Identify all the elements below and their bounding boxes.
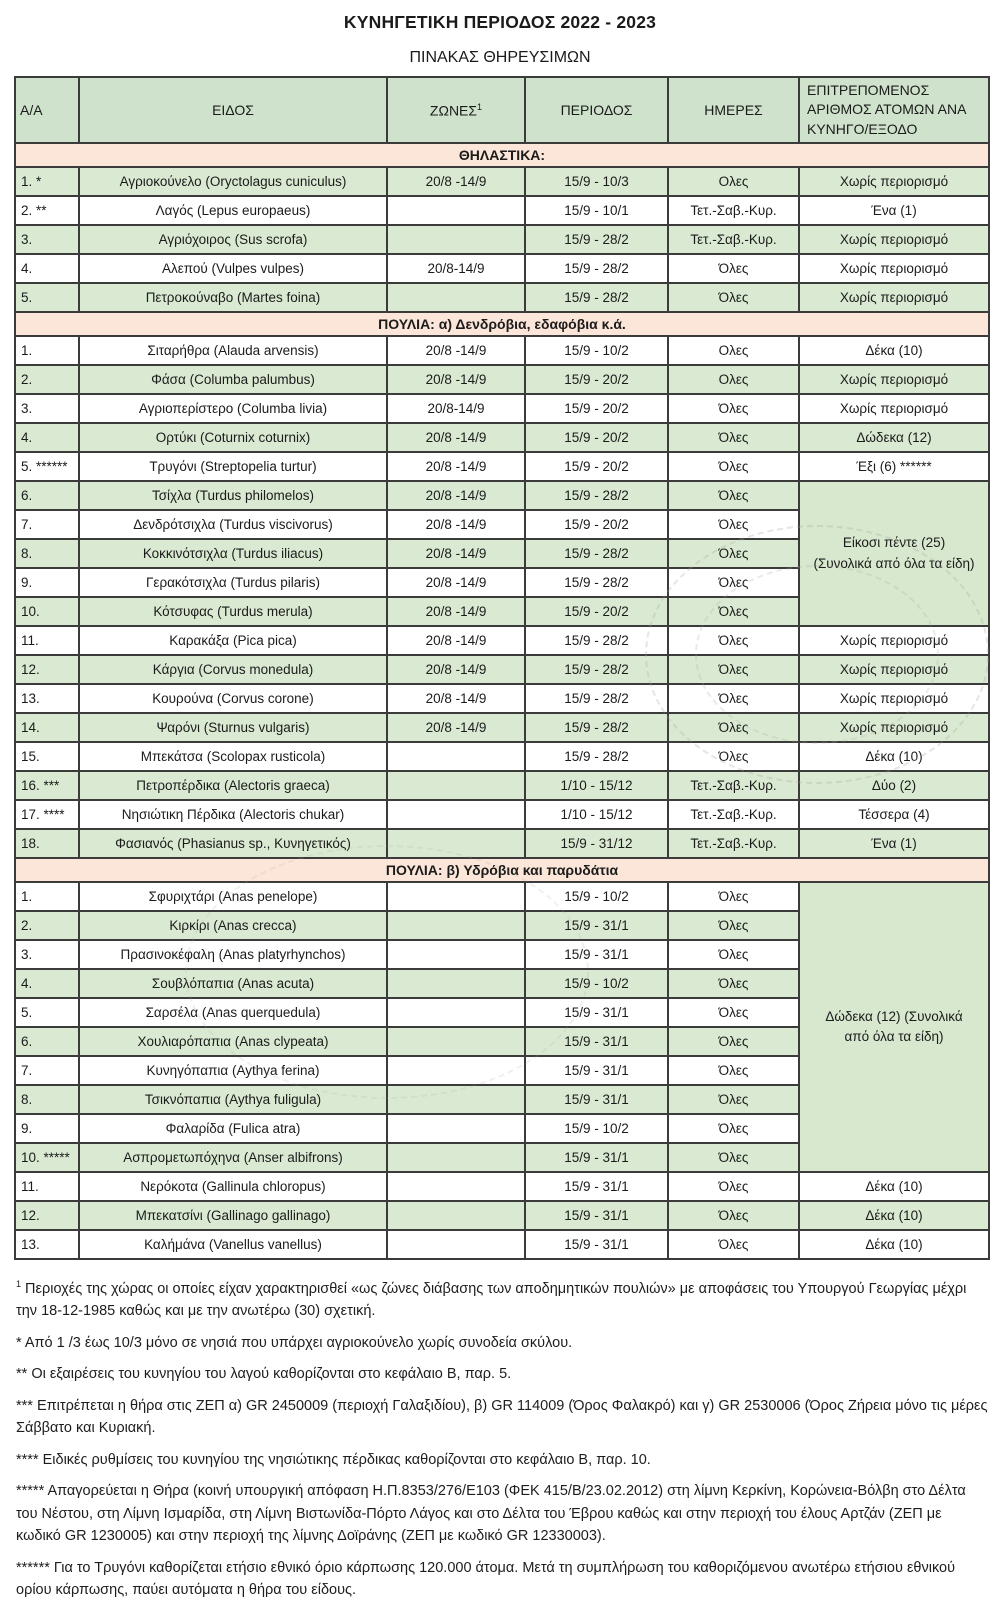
zones-cell: 20/8 -14/9 [387, 336, 525, 365]
species-row [15, 283, 989, 312]
limit-cell: Χωρίς περιορισμό [799, 626, 989, 655]
zones-cell: 20/8 -14/9 [387, 452, 525, 481]
days-cell: Όλες [668, 283, 799, 312]
limit-cell: Χωρίς περιορισμό [799, 167, 989, 196]
period-cell: 15/9 - 28/2 [525, 254, 668, 283]
species-cell: Μπεκατσίνι (Gallinago gallinago) [79, 1201, 387, 1230]
num-cell: 17. **** [15, 800, 79, 829]
period-cell: 15/9 - 28/2 [525, 742, 668, 771]
num-cell: 3. [15, 940, 79, 969]
species-cell: Σαρσέλα (Anas querquedula) [79, 998, 387, 1027]
zones-cell [387, 940, 525, 969]
species-row [15, 742, 989, 771]
days-cell: Όλες [668, 998, 799, 1027]
zones-cell: 20/8 -14/9 [387, 365, 525, 394]
num-cell: 18. [15, 829, 79, 858]
days-cell: Όλες [668, 1143, 799, 1172]
period-cell: 1/10 - 15/12 [525, 771, 668, 800]
num-cell: 10. [15, 597, 79, 626]
days-cell: Ολες [668, 167, 799, 196]
section-header: ΠΟΥΛΙΑ: α) Δενδρόβια, εδαφόβια κ.ά. [15, 312, 989, 336]
species-cell: Καρακάξα (Pica pica) [79, 626, 387, 655]
days-cell: Όλες [668, 254, 799, 283]
days-cell: Όλες [668, 452, 799, 481]
num-cell: 5. ****** [15, 452, 79, 481]
zones-cell [387, 882, 525, 911]
zones-cell [387, 196, 525, 225]
limit-cell: Δέκα (10) [799, 1172, 989, 1201]
period-cell: 15/9 - 28/2 [525, 626, 668, 655]
zones-cell: 20/8 -14/9 [387, 568, 525, 597]
days-cell: Όλες [668, 539, 799, 568]
num-cell: 2. [15, 911, 79, 940]
num-cell: 3. [15, 225, 79, 254]
limit-cell: Τέσσερα (4) [799, 800, 989, 829]
period-cell: 15/9 - 28/2 [525, 283, 668, 312]
period-cell: 15/9 - 28/2 [525, 655, 668, 684]
species-row [15, 1172, 989, 1201]
species-cell: Κότσυφας (Turdus merula) [79, 597, 387, 626]
table-header [15, 77, 989, 143]
days-cell: Όλες [668, 655, 799, 684]
days-cell: Όλες [668, 911, 799, 940]
period-cell: 15/9 - 20/2 [525, 423, 668, 452]
period-cell: 15/9 - 31/1 [525, 998, 668, 1027]
num-cell: 16. *** [15, 771, 79, 800]
footnote: ****** Για το Τρυγόνι καθορίζεται ετήσιο εθνικό όριο κάρπωσης 120.000 άτομα. Μετά τη συμπλήρωση του καθοριζόμενου ανωτέρω ετήσιου εθνικού ορίου κάρπωσης, παύει αυτόματα η θήρα του είδους. [16, 1559, 956, 1599]
species-row [15, 1201, 989, 1230]
num-cell: 4. [15, 254, 79, 283]
column-header-4: ΗΜΕΡΕΣ [668, 77, 799, 143]
species-cell: Λαγός (Lepus europaeus) [79, 196, 387, 225]
period-cell: 15/9 - 31/1 [525, 1172, 668, 1201]
species-row [15, 481, 989, 510]
num-cell: 11. [15, 626, 79, 655]
num-cell: 12. [15, 655, 79, 684]
zones-cell [387, 998, 525, 1027]
num-cell: 8. [15, 539, 79, 568]
zones-cell: 20/8 -14/9 [387, 684, 525, 713]
period-cell: 15/9 - 28/2 [525, 713, 668, 742]
zones-cell [387, 1027, 525, 1056]
days-cell: Όλες [668, 597, 799, 626]
days-cell: Όλες [668, 969, 799, 998]
period-cell: 15/9 - 31/12 [525, 829, 668, 858]
species-cell: Ψαρόνι (Sturnus vulgaris) [79, 713, 387, 742]
period-cell: 15/9 - 10/2 [525, 1114, 668, 1143]
num-cell: 13. [15, 684, 79, 713]
zones-cell [387, 1114, 525, 1143]
zones-cell [387, 1230, 525, 1259]
species-cell: Τσικνόπαπια (Aythya fuligula) [79, 1085, 387, 1114]
period-cell: 15/9 - 31/1 [525, 911, 668, 940]
period-cell: 15/9 - 31/1 [525, 940, 668, 969]
zones-cell [387, 969, 525, 998]
num-cell: 13. [15, 1230, 79, 1259]
num-cell: 7. [15, 510, 79, 539]
days-cell: Όλες [668, 394, 799, 423]
days-cell: Ολες [668, 365, 799, 394]
limit-cell: Χωρίς περιορισμό [799, 254, 989, 283]
zones-cell [387, 742, 525, 771]
footnote: *** Επιτρέπεται η θήρα στις ΖΕΠ α) GR 2450009 (περιοχή Γαλαξιδίου), β) GR 114009 (Όρος Φαλακρό) και γ) GR 2530006 (Όρος Ζήρεια μόνο τις μέρες Σάββατο και Κυριακή. [16, 1397, 988, 1437]
species-row [15, 423, 989, 452]
days-cell: Ολες [668, 336, 799, 365]
days-cell: Όλες [668, 626, 799, 655]
table-body [15, 143, 989, 1259]
species-cell: Αλεπού (Vulpes vulpes) [79, 254, 387, 283]
limit-cell: Δέκα (10) [799, 1230, 989, 1259]
days-cell: Τετ.-Σαβ.-Κυρ. [668, 225, 799, 254]
species-cell: Πρασινοκέφαλη (Anas platyrhynchos) [79, 940, 387, 969]
days-cell: Όλες [668, 1114, 799, 1143]
species-row [15, 713, 989, 742]
species-cell: Μπεκάτσα (Scolopax rusticola) [79, 742, 387, 771]
zones-cell [387, 1201, 525, 1230]
num-cell: 2. [15, 365, 79, 394]
section-header: ΘΗΛΑΣΤΙΚΑ: [15, 143, 989, 167]
period-cell: 15/9 - 20/2 [525, 597, 668, 626]
species-cell: Δενδρότσιχλα (Turdus viscivorus) [79, 510, 387, 539]
zones-cell: 20/8 -14/9 [387, 539, 525, 568]
species-cell: Καλήμάνα (Vanellus vanellus) [79, 1230, 387, 1259]
period-cell: 15/9 - 31/1 [525, 1230, 668, 1259]
days-cell: Όλες [668, 510, 799, 539]
limit-cell: Χωρίς περιορισμό [799, 713, 989, 742]
period-cell: 15/9 - 10/2 [525, 882, 668, 911]
column-header-1: ΕΙΔΟΣ [79, 77, 387, 143]
species-row [15, 800, 989, 829]
days-cell: Τετ.-Σαβ.-Κυρ. [668, 771, 799, 800]
limit-cell: Χωρίς περιορισμό [799, 283, 989, 312]
period-cell: 15/9 - 10/2 [525, 336, 668, 365]
num-cell: 11. [15, 1172, 79, 1201]
zones-cell [387, 1172, 525, 1201]
footnote: ** Οι εξαιρέσεις του κυνηγίου του λαγού καθορίζονται στο κεφάλαιο Β, παρ. 5. [16, 1366, 512, 1383]
footnote: **** Ειδικές ρυθμίσεις του κυνηγίου της νησιώτικης πέρδικας καθορίζονται στο κεφάλαιο Β, παρ. 10. [16, 1451, 651, 1468]
num-cell: 8. [15, 1085, 79, 1114]
period-cell: 15/9 - 20/2 [525, 365, 668, 394]
species-cell: Νερόκοτα (Gallinula chloropus) [79, 1172, 387, 1201]
num-cell: 9. [15, 1114, 79, 1143]
species-cell: Γερακότσιχλα (Turdus pilaris) [79, 568, 387, 597]
num-cell: 1. * [15, 167, 79, 196]
period-cell: 15/9 - 31/1 [525, 1056, 668, 1085]
zones-cell: 20/8 -14/9 [387, 597, 525, 626]
num-cell: 15. [15, 742, 79, 771]
species-cell: Τσίχλα (Turdus philomelos) [79, 481, 387, 510]
num-cell: 1. [15, 336, 79, 365]
num-cell: 9. [15, 568, 79, 597]
species-row [15, 1230, 989, 1259]
column-header-0: Α/Α [15, 77, 79, 143]
column-header-5: ΕΠΙΤΡΕΠΟΜΕΝΟΣ ΑΡΙΘΜΟΣ ΑΤΟΜΩΝ ΑΝΑ ΚΥΝΗΓΟ/ΕΞΟΔΟ [799, 77, 989, 143]
species-cell: Σιταρήθρα (Alauda arvensis) [79, 336, 387, 365]
column-header-2: ΖΩΝΕΣ$^1$ [387, 77, 525, 143]
species-cell: Φαλαρίδα (Fulica atra) [79, 1114, 387, 1143]
num-cell: 10. ***** [15, 1143, 79, 1172]
limit-cell: Χωρίς περιορισμό [799, 365, 989, 394]
limit-cell: Χωρίς περιορισμό [799, 655, 989, 684]
species-cell: Φάσα (Columba palumbus) [79, 365, 387, 394]
species-row [15, 225, 989, 254]
days-cell: Όλες [668, 481, 799, 510]
species-row [15, 452, 989, 481]
days-cell: Όλες [668, 1027, 799, 1056]
zones-cell: 20/8-14/9 [387, 254, 525, 283]
species-cell: Κυνηγόπαπια (Aythya ferina) [79, 1056, 387, 1085]
period-cell: 15/9 - 31/1 [525, 1143, 668, 1172]
period-cell: 15/9 - 10/1 [525, 196, 668, 225]
page-subtitle: ΠΙΝΑΚΑΣ ΘΗΡΕΥΣΙΜΩΝ [409, 49, 591, 66]
days-cell: Τετ.-Σαβ.-Κυρ. [668, 829, 799, 858]
footnote: ***** Απαγορεύεται η Θήρα (κοινή υπουργική απόφαση Η.Π.8353/276/Ε103 (ΦΕΚ 415/Β/23.02.2012) στη λίμνη Κερκίνη, Κορώνεια-Βόλβη στο Δέλτα του Νέστου, στη Λίμνη Ισμαρίδα, στη Λίμνη Βιστωνίδα-Πόρτο Λάγος και στο Δέλτα του Έβρου καθώς και στην περιοχή του έλους Αρτζάν (ΖΕΠ με κωδικό GR 1230005) και στην περιοχή της λίμνης Δοϊράνης (ΖΕΠ με κωδικό GR 12330003). [16, 1483, 966, 1545]
limit-cell: Ένα (1) [799, 196, 989, 225]
num-cell: 5. [15, 283, 79, 312]
species-row [15, 167, 989, 196]
species-row [15, 655, 989, 684]
period-cell: 15/9 - 28/2 [525, 481, 668, 510]
zones-cell: 20/8 -14/9 [387, 167, 525, 196]
zones-cell: 20/8 -14/9 [387, 626, 525, 655]
days-cell: Όλες [668, 684, 799, 713]
zones-cell [387, 225, 525, 254]
limit-cell: Δώδεκα (12) (Συνολικά από όλα τα είδη) [799, 882, 989, 1172]
species-row [15, 365, 989, 394]
species-cell: Αγριοπερίστερο (Columba livia) [79, 394, 387, 423]
species-cell: Κάργια (Corvus monedula) [79, 655, 387, 684]
zones-cell: 20/8-14/9 [387, 394, 525, 423]
zones-cell [387, 1056, 525, 1085]
species-cell: Αγριόχοιρος (Sus scrofa) [79, 225, 387, 254]
period-cell: 15/9 - 20/2 [525, 394, 668, 423]
num-cell: 12. [15, 1201, 79, 1230]
species-cell: Σφυριχτάρι (Anas penelope) [79, 882, 387, 911]
species-cell: Ασπρομετωπόχηνα (Anser albifrons) [79, 1143, 387, 1172]
footnote: * Από 1 /3 έως 10/3 μόνο σε νησιά που υπάρχει αγριοκούνελο χωρίς συνοδεία σκύλου. [16, 1334, 573, 1351]
limit-cell: Χωρίς περιορισμό [799, 394, 989, 423]
days-cell: Όλες [668, 1172, 799, 1201]
zones-cell: 20/8 -14/9 [387, 481, 525, 510]
species-cell: Πετροκούναβο (Martes foina) [79, 283, 387, 312]
days-cell: Όλες [668, 1201, 799, 1230]
num-cell: 4. [15, 423, 79, 452]
num-cell: 2. ** [15, 196, 79, 225]
species-cell: Σουβλόπαπια (Anas acuta) [79, 969, 387, 998]
period-cell: 15/9 - 10/3 [525, 167, 668, 196]
days-cell: Όλες [668, 713, 799, 742]
species-cell: Χουλιαρόπαπια (Anas clypeata) [79, 1027, 387, 1056]
zones-cell: 20/8 -14/9 [387, 713, 525, 742]
species-row [15, 829, 989, 858]
limit-cell: Δέκα (10) [799, 742, 989, 771]
days-cell: Όλες [668, 1230, 799, 1259]
limit-cell: Δύο (2) [799, 771, 989, 800]
num-cell: 7. [15, 1056, 79, 1085]
num-cell: 5. [15, 998, 79, 1027]
zones-cell: 20/8 -14/9 [387, 510, 525, 539]
days-cell: Όλες [668, 940, 799, 969]
period-cell: 15/9 - 20/2 [525, 510, 668, 539]
species-cell: Αγριοκούνελο (Oryctolagus cuniculus) [79, 167, 387, 196]
num-cell: 6. [15, 481, 79, 510]
limit-cell: Δώδεκα (12) [799, 423, 989, 452]
species-cell: Νησιώτικη Πέρδικα (Alectoris chukar) [79, 800, 387, 829]
period-cell: 15/9 - 31/1 [525, 1085, 668, 1114]
footnote: $^1$ Περιοχές της χώρας οι οποίες είχαν χαρακτηρισθεί «ως ζώνες διάβασης των αποδημητικών πουλιών» με αποφάσεις του Υπουργού Γεωργίας μέχρι την 18-12-1985 καθώς και με την ανωτέρω (30) σχετική. [16, 1279, 967, 1320]
days-cell: Τετ.-Σαβ.-Κυρ. [668, 196, 799, 225]
zones-cell [387, 1085, 525, 1114]
period-cell: 15/9 - 28/2 [525, 684, 668, 713]
species-row [15, 254, 989, 283]
zones-cell [387, 771, 525, 800]
species-row [15, 771, 989, 800]
days-cell: Όλες [668, 742, 799, 771]
limit-cell: Χωρίς περιορισμό [799, 225, 989, 254]
days-cell: Όλες [668, 568, 799, 597]
zones-cell [387, 283, 525, 312]
section-header: ΠΟΥΛΙΑ: β) Υδρόβια και παρυδάτια [15, 858, 989, 882]
num-cell: 3. [15, 394, 79, 423]
limit-cell: Δέκα (10) [799, 1201, 989, 1230]
species-cell: Κιρκίρι (Anas crecca) [79, 911, 387, 940]
period-cell: 15/9 - 28/2 [525, 539, 668, 568]
column-header-3: ΠΕΡΙΟΔΟΣ [525, 77, 668, 143]
period-cell: 15/9 - 10/2 [525, 969, 668, 998]
days-cell: Όλες [668, 423, 799, 452]
hunting-table [14, 76, 990, 1260]
species-row [15, 394, 989, 423]
period-cell: 15/9 - 20/2 [525, 452, 668, 481]
period-cell: 15/9 - 28/2 [525, 225, 668, 254]
species-cell: Κοκκινότσιχλα (Turdus iliacus) [79, 539, 387, 568]
num-cell: 1. [15, 882, 79, 911]
species-row [15, 626, 989, 655]
num-cell: 6. [15, 1027, 79, 1056]
limit-cell: Έξι (6) ****** [799, 452, 989, 481]
species-row [15, 336, 989, 365]
species-row [15, 882, 989, 911]
days-cell: Όλες [668, 882, 799, 911]
species-cell: Τρυγόνι (Streptopelia turtur) [79, 452, 387, 481]
species-cell: Κουρούνα (Corvus corone) [79, 684, 387, 713]
zones-cell [387, 1143, 525, 1172]
zones-cell [387, 829, 525, 858]
species-row [15, 684, 989, 713]
days-cell: Όλες [668, 1085, 799, 1114]
limit-cell: Είκοσι πέντε (25) (Συνολικά από όλα τα είδη) [799, 481, 989, 626]
limit-cell: Ένα (1) [799, 829, 989, 858]
zones-cell [387, 800, 525, 829]
period-cell: 15/9 - 31/1 [525, 1027, 668, 1056]
species-cell: Πετροπέρδικα (Alectoris graeca) [79, 771, 387, 800]
zones-cell: 20/8 -14/9 [387, 423, 525, 452]
limit-cell: Χωρίς περιορισμό [799, 684, 989, 713]
days-cell: Όλες [668, 1056, 799, 1085]
limit-cell: Δέκα (10) [799, 336, 989, 365]
period-cell: 15/9 - 28/2 [525, 568, 668, 597]
period-cell: 1/10 - 15/12 [525, 800, 668, 829]
zones-cell: 20/8 -14/9 [387, 655, 525, 684]
num-cell: 4. [15, 969, 79, 998]
species-cell: Ορτύκι (Coturnix coturnix) [79, 423, 387, 452]
page-title: ΚΥΝΗΓΕΤΙΚΗ ΠΕΡΙΟΔΟΣ 2022 - 2023 [343, 12, 657, 32]
num-cell: 14. [15, 713, 79, 742]
period-cell: 15/9 - 31/1 [525, 1201, 668, 1230]
zones-cell [387, 911, 525, 940]
days-cell: Τετ.-Σαβ.-Κυρ. [668, 800, 799, 829]
footnotes [16, 1278, 988, 1602]
species-cell: Φασιανός (Phasianus sp., Κυνηγετικός) [79, 829, 387, 858]
species-row [15, 196, 989, 225]
